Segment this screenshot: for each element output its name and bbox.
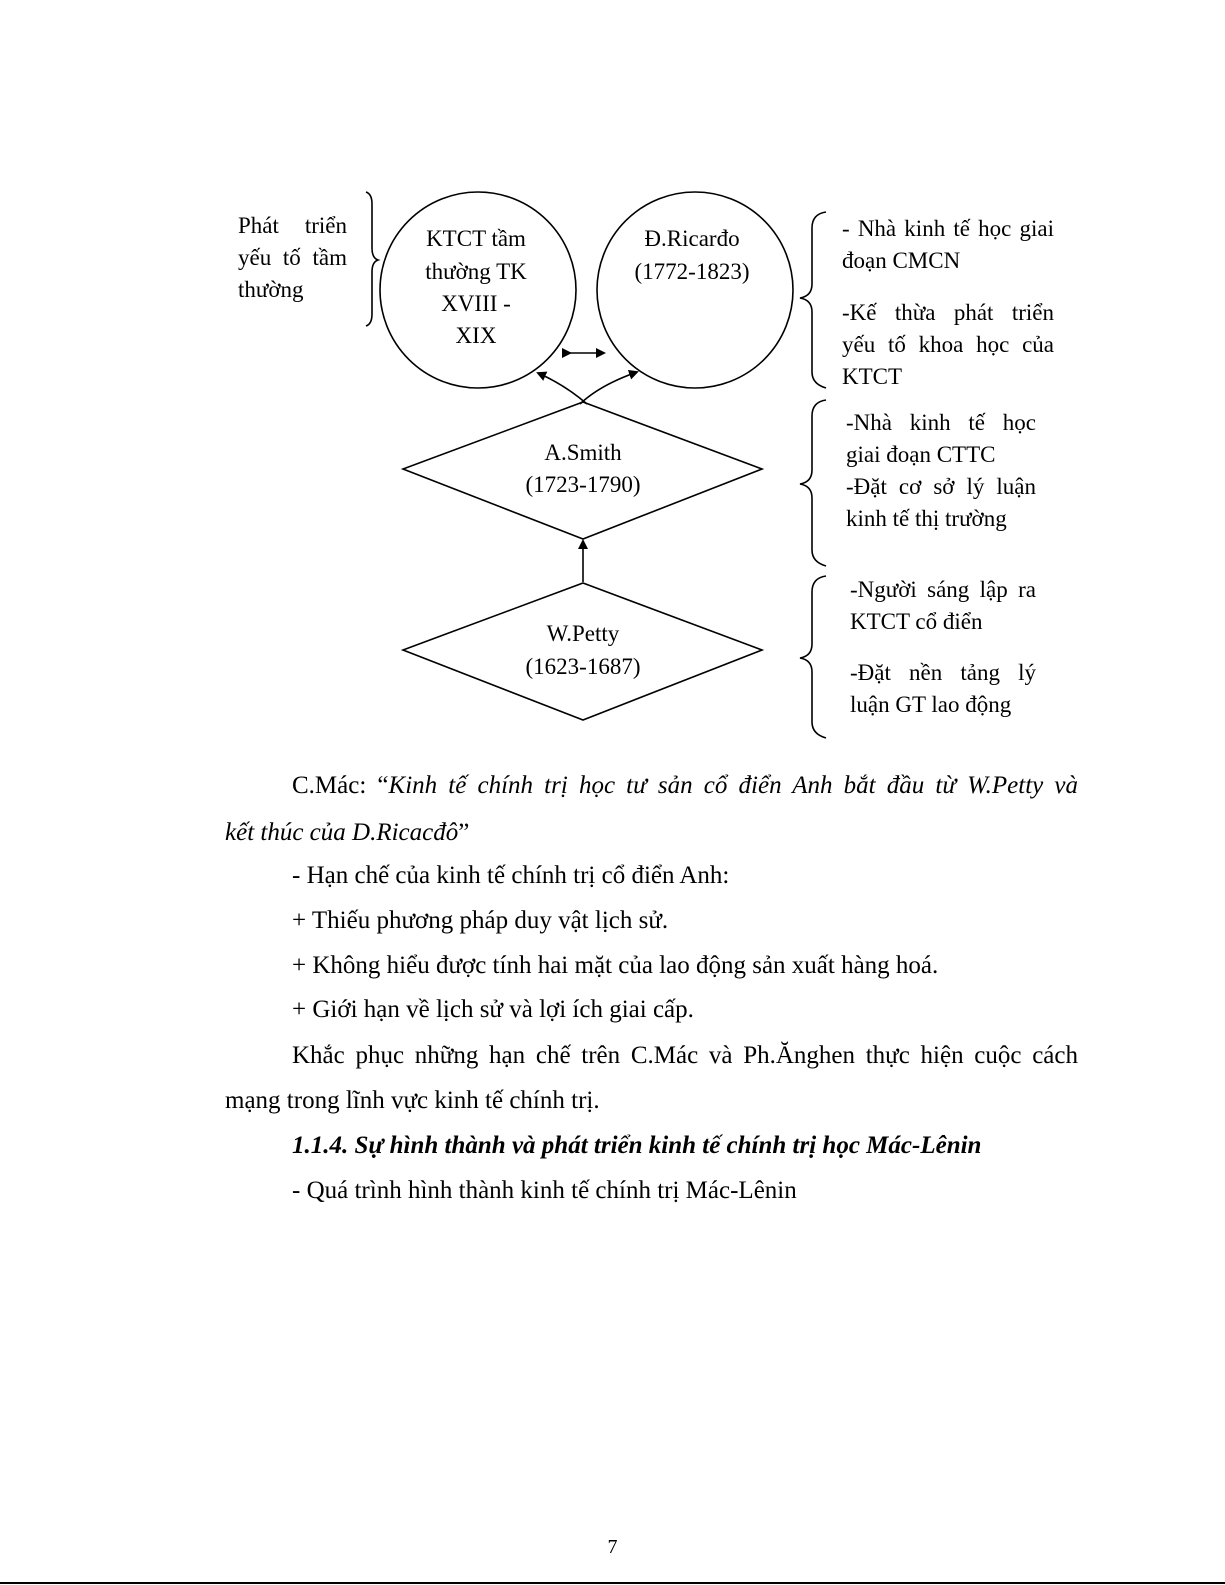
circle-left-line: XIX	[455, 323, 497, 348]
smith-note-line: -Nhà kinh tế học	[846, 410, 1036, 435]
diamond-smith	[403, 402, 762, 539]
quote-text: kết thúc của D.Ricacđô	[225, 819, 459, 846]
smith-note-line: -Đặt cơ sở lý luận	[846, 474, 1036, 499]
smith-note	[846, 407, 1036, 535]
diamond-petty-line: (1623-1687)	[525, 654, 641, 679]
limits-title: - Hạn chế của kinh tế chính trị cổ điển Anh:	[292, 862, 730, 889]
diamond-smith-line: (1723-1790)	[525, 472, 641, 497]
smith-note-line: giai đoạn CTTC	[846, 442, 996, 467]
ricardo-note-line: - Nhà kinh tế học giai	[842, 216, 1054, 241]
diamond-petty-line: W.Petty	[546, 621, 620, 646]
ricardo-note-line: KTCT	[842, 364, 903, 389]
quote-line-2	[225, 817, 469, 849]
left-brace	[366, 192, 378, 326]
ricardo-note-line: -Kế thừa phát triển	[842, 300, 1054, 325]
circle-right-line: (1772-1823)	[634, 259, 750, 284]
left-note-line: thường	[238, 277, 304, 302]
diamond-smith-line: A.Smith	[544, 440, 622, 465]
circle-right-line: Đ.Ricarđo	[644, 226, 740, 251]
quote-text: Kinh tế chính trị học tư sản cổ điển Anh bắt đầu từ W.Petty và	[388, 772, 1079, 799]
process-line: - Quá trình hình thành kinh tế chính trị Mác-Lênin	[292, 1177, 797, 1204]
petty-note-line: luận GT lao động	[850, 692, 1012, 717]
left-note-line: Phát triển	[238, 213, 347, 238]
petty-note-line: KTCT cổ điển	[850, 609, 983, 634]
circle-right-text	[635, 226, 750, 284]
limit-item: + Thiếu phương pháp duy vật lịch sử.	[292, 907, 669, 934]
arrow-smith-to-left-circle	[538, 373, 587, 404]
left-note-line: yếu tố tầm	[238, 245, 347, 270]
quote-line-1	[292, 770, 1078, 802]
smith-note-line: kinh tế thị trường	[846, 506, 1007, 531]
brace-ricardo	[800, 212, 826, 388]
ricardo-note-2	[842, 297, 1054, 393]
ricardo-note-line: đoạn CMCN	[842, 248, 961, 273]
limit-item: + Giới hạn về lịch sử và lợi ích giai cấp.	[292, 996, 694, 1023]
circle-left-line: XVIII -	[441, 291, 511, 316]
page-number: 7	[607, 1536, 618, 1558]
left-note	[238, 210, 347, 306]
quote-prefix: C.Mác: “	[292, 772, 389, 799]
circle-left-line: KTCT tầm	[426, 226, 526, 251]
ricardo-note-line: yếu tố khoa học của	[842, 332, 1054, 357]
diamond-smith-text	[526, 440, 641, 497]
diamond-petty-text	[526, 621, 641, 679]
section-heading: 1.1.4. Sự hình thành và phát triển kinh tế chính trị học Mác-Lênin	[292, 1132, 982, 1159]
arrow-smith-to-right-circle	[580, 372, 637, 404]
limit-item: + Không hiểu được tính hai mặt của lao động sản xuất hàng hoá.	[292, 952, 939, 979]
petty-note-1	[850, 574, 1036, 638]
brace-petty	[800, 576, 826, 738]
petty-note-line: -Người sáng lập ra	[850, 577, 1036, 602]
circle-left-text	[425, 226, 527, 348]
circle-ricardo	[597, 192, 793, 388]
petty-note-line: -Đặt nền tảng lý	[850, 660, 1036, 685]
ricardo-note-1	[842, 213, 1054, 277]
quote-suffix: ”	[458, 819, 470, 846]
overcome-line-2: mạng trong lĩnh vực kinh tế chính trị.	[225, 1087, 600, 1114]
petty-note-2	[850, 657, 1036, 721]
circle-classical-vulgar	[380, 192, 576, 388]
bottom-rule	[0, 1582, 1225, 1584]
overcome-line-1: Khắc phục những hạn chế trên C.Mác và Ph.Ănghen thực hiện cuộc cách	[292, 1042, 1078, 1069]
brace-smith	[800, 400, 826, 566]
diamond-petty	[403, 583, 762, 720]
circle-left-line: thường TK	[425, 259, 527, 284]
